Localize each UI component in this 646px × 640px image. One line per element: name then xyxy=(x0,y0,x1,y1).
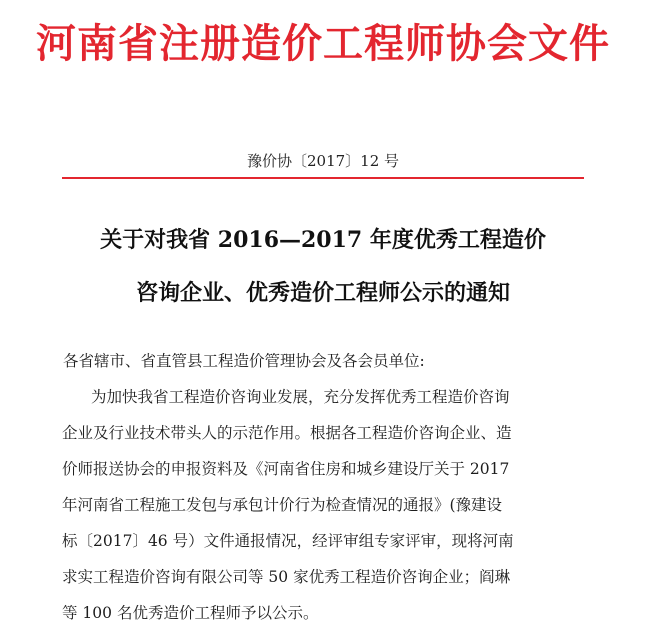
body-paragraph-line: 求实工程造价咨询有限公司等 50 家优秀工程造价咨询企业；阎琳 xyxy=(62,568,511,586)
body-paragraph-line: 价师报送协会的申报资料及《河南省住房和城乡建设厅关于 2017 xyxy=(62,460,510,478)
red-divider-line xyxy=(62,177,584,179)
body-paragraph-line: 年河南省工程施工发包与承包计价行为检查情况的通报》(豫建设 xyxy=(62,496,503,514)
body-paragraph-line: 等 100 名优秀造价工程师予以公示。 xyxy=(62,604,319,622)
document-number: 豫价协〔2017〕12 号 xyxy=(246,152,400,170)
salutation: 各省辖市、省直管县工程造价管理协会及各会员单位: xyxy=(63,352,425,370)
body-paragraph-line: 企业及行业技术带头人的示范作用。根据各工程造价咨询企业、造 xyxy=(62,424,512,442)
body-paragraph-line: 标〔2017〕46 号）文件通报情况，经评审组专家评审，现将河南 xyxy=(62,532,514,550)
document-header-title: 河南省注册造价工程师协会文件 xyxy=(36,20,610,67)
notice-title-line-1: 关于对我省 2016—2017 年度优秀工程造价 xyxy=(100,227,546,253)
notice-title-line-2: 咨询企业、优秀造价工程师公示的通知 xyxy=(135,280,510,306)
body-paragraph-line: 为加快我省工程造价咨询业发展，充分发挥优秀工程造价咨询 xyxy=(91,388,510,406)
